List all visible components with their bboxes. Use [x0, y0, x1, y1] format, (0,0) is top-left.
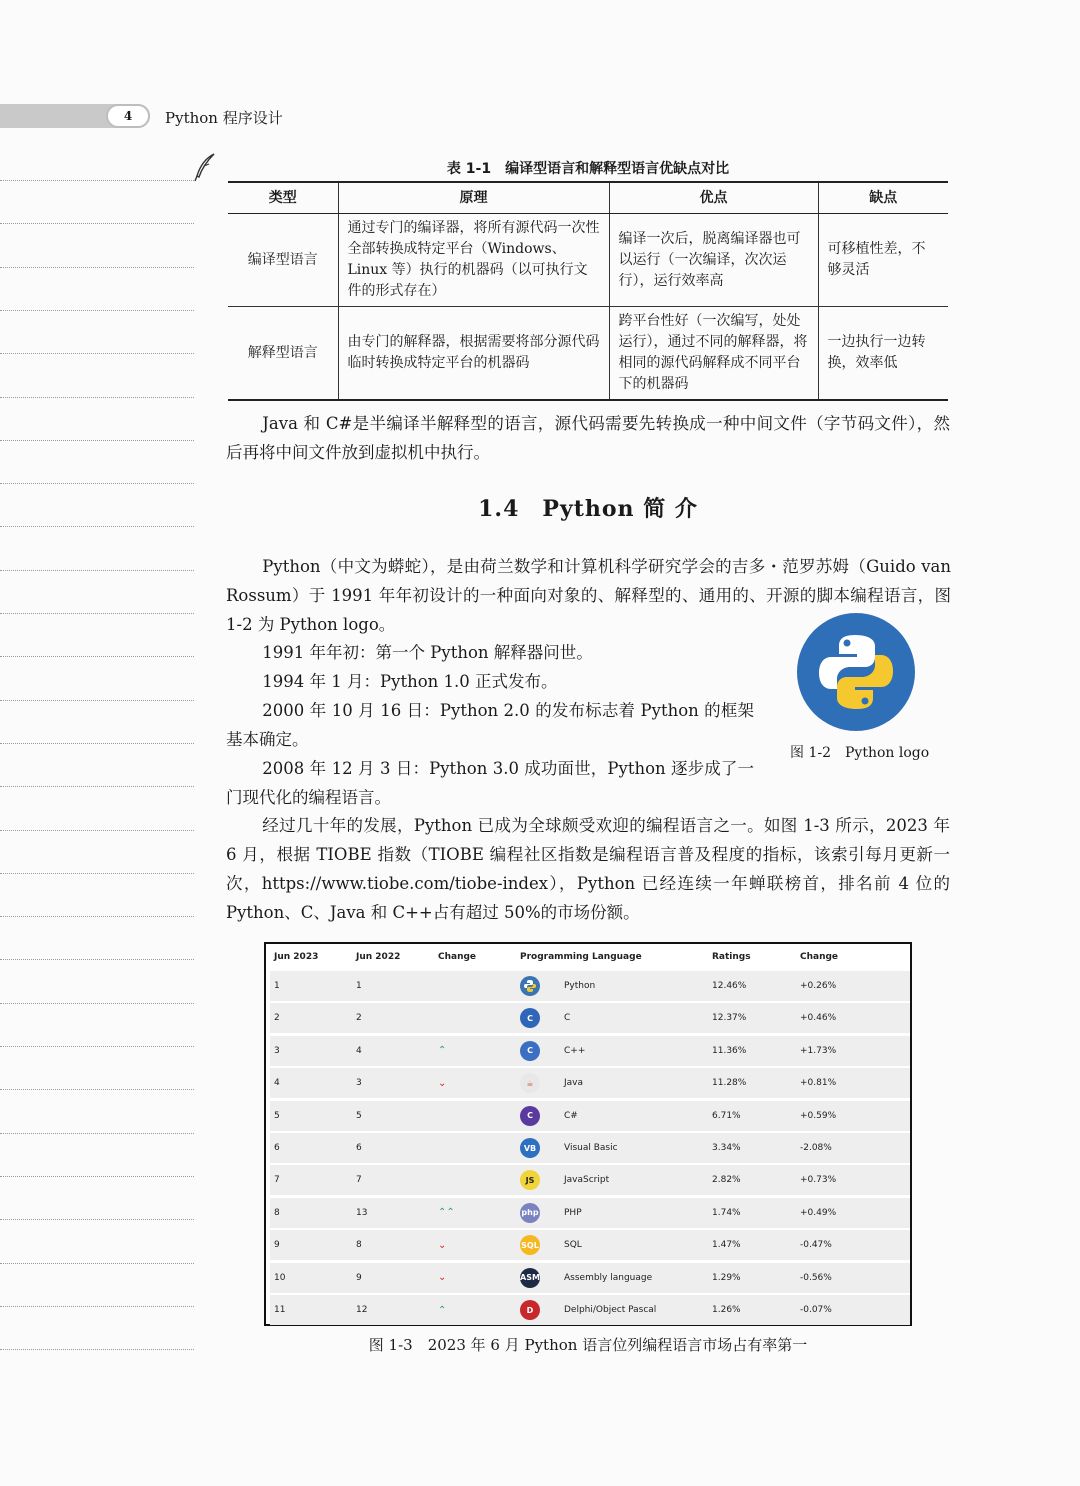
language-icon-cell	[520, 1165, 540, 1195]
rank-up-icon: ⌃	[438, 1045, 447, 1057]
note-line	[0, 873, 194, 874]
header-ratings: Ratings	[712, 952, 751, 962]
note-line	[0, 1349, 194, 1350]
header-jun-2023: Jun 2023	[274, 952, 319, 962]
java-paragraph	[226, 409, 950, 467]
note-line	[0, 440, 194, 441]
rank-2022: 9	[356, 1272, 362, 1283]
note-line	[0, 959, 194, 960]
logo-caption: 图 1-2 Python logo	[790, 745, 930, 761]
note-line	[0, 570, 194, 571]
rank-2023: 3	[274, 1045, 280, 1056]
language-name: Visual Basic	[564, 1143, 618, 1153]
rating-change: +0.49%	[800, 1207, 837, 1218]
type-cell: 编译型语言	[228, 214, 338, 307]
rank-change	[438, 1230, 446, 1260]
column-header-principle: 原理	[338, 182, 609, 214]
language-icon-cell	[520, 1068, 540, 1098]
pros-cell: 跨平台性好（一次编写，处处运行），通过不同的解释器，将相同的源代码解释成不同平台下的机器码	[609, 307, 818, 401]
note-line	[0, 700, 194, 701]
rank-2022: 1	[356, 981, 362, 991]
paragraph: 经过几十年的发展，Python 已成为全球颇受欢迎的编程语言之一。如图 1-3 所示，2023 年 6 月，根据 TIOBE 指数（TIOBE 编程社区指数是编程语言普及程度的指标，该索引每月更新一次，https://www.tiobe.com/tiobe-index），Python 已经连续一年蝉联榜首，排名前 4 位的 Python、C、Java 和 C++占有超过 50%的市场份额。	[226, 816, 950, 922]
rank-up-icon: ⌃	[438, 1304, 447, 1316]
rating-value: 2.82%	[712, 1175, 741, 1186]
rank-up-double-icon: ⌃⌃	[438, 1207, 455, 1219]
rating-value: 1.74%	[712, 1207, 741, 1218]
rating-value: 12.37%	[712, 1013, 747, 1024]
rating-change: +0.81%	[800, 1078, 837, 1089]
rating-change: +0.73%	[800, 1175, 837, 1186]
cons-cell: 一边执行一边转换，效率低	[818, 307, 948, 401]
principle-cell: 通过专门的编译器，将所有源代码一次性全部转换成特定平台（Windows、Linux 等）执行的机器码（以可执行文件的形式存在）	[338, 214, 609, 307]
rank-change	[438, 1036, 446, 1066]
language-name: C	[564, 1013, 571, 1024]
rank-2022: 5	[356, 1110, 362, 1121]
rank-2023: 11	[274, 1305, 286, 1315]
table-row	[270, 971, 910, 1001]
note-line	[0, 1219, 194, 1220]
python-logo-icon	[797, 613, 915, 731]
note-line	[0, 1133, 194, 1134]
table-row	[270, 1230, 910, 1260]
rating-value: 11.28%	[712, 1078, 747, 1089]
note-line	[0, 1176, 194, 1177]
note-line	[0, 1306, 194, 1307]
note-line	[0, 223, 194, 224]
c-icon: C	[520, 1008, 540, 1028]
rank-2023: 7	[274, 1175, 280, 1186]
note-line	[0, 526, 194, 527]
note-line	[0, 613, 194, 614]
language-name: Python	[564, 981, 596, 991]
delphi-icon: D	[520, 1300, 540, 1320]
language-icon-cell	[520, 1295, 540, 1325]
paragraph: Python（中文为蟒蛇），是由荷兰数学和计算机科学研究学会的吉多・范罗苏姆（Guido van Rossum）于 1991 年年初设计的一种面向对象的、解释型的、通用的、开源的脚本编程语言，图 1-2 为 Python logo。	[226, 557, 951, 634]
paragraph: 2008 年 12 月 3 日：Python 3.0 成功面世，Python 逐步成了一门现代化的编程语言。	[226, 759, 754, 807]
type-cell: 解释型语言	[228, 307, 338, 401]
rating-value: 1.47%	[712, 1240, 741, 1251]
note-line	[0, 786, 194, 787]
language-icon-cell	[520, 971, 540, 1001]
running-title: Python 程序设计	[165, 109, 283, 127]
rank-2022: 3	[356, 1078, 362, 1089]
table-row	[270, 1295, 910, 1325]
table-row	[270, 1068, 910, 1098]
rank-2022: 2	[356, 1013, 362, 1024]
language-icon-cell	[520, 1133, 540, 1163]
rank-2022: 13	[356, 1207, 368, 1218]
rank-change	[438, 1295, 446, 1325]
paragraph: Java 和 C#是半编译半解释型的语言，源代码需要先转换成一种中间文件（字节码文件），然后再将中间文件放到虚拟机中执行。	[226, 414, 950, 462]
sql-icon: SQL	[520, 1235, 540, 1255]
rating-value: 3.34%	[712, 1143, 741, 1153]
java-icon: ☕	[520, 1073, 540, 1093]
page-number: 4	[106, 104, 150, 128]
rank-2022: 8	[356, 1240, 362, 1251]
rating-value: 12.46%	[712, 981, 747, 991]
header-language: Programming Language	[520, 952, 642, 962]
header-rating-change: Change	[800, 952, 839, 962]
rating-value: 1.26%	[712, 1305, 741, 1315]
table-row	[270, 1133, 910, 1163]
rank-change	[438, 1263, 446, 1293]
table-row	[270, 1003, 910, 1033]
note-line	[0, 830, 194, 831]
note-line	[0, 180, 194, 181]
note-line	[0, 483, 194, 484]
rank-2022: 6	[356, 1143, 362, 1153]
rank-2022: 12	[356, 1305, 368, 1315]
note-line	[0, 916, 194, 917]
language-icon-cell	[520, 1263, 540, 1293]
table-row	[270, 1263, 910, 1293]
column-header-type: 类型	[228, 182, 338, 214]
rank-2022: 7	[356, 1175, 362, 1186]
vb-icon: VB	[520, 1138, 540, 1158]
table-row	[270, 1036, 910, 1066]
language-name: PHP	[564, 1207, 582, 1218]
tiobe-paragraph	[226, 811, 950, 927]
rank-change	[438, 1198, 455, 1228]
header-change: Change	[438, 952, 477, 962]
rating-value: 6.71%	[712, 1110, 741, 1121]
rating-change: +0.26%	[800, 981, 837, 991]
note-line	[0, 353, 194, 354]
paragraph: 1994 年 1 月：Python 1.0 正式发布。	[262, 672, 558, 691]
rank-down-icon: ⌄	[438, 1239, 447, 1251]
table-row	[228, 214, 948, 307]
asm-icon: ASM	[520, 1268, 540, 1288]
language-name: C#	[564, 1110, 578, 1121]
rating-change: +1.73%	[800, 1045, 837, 1056]
rank-down-icon: ⌄	[438, 1272, 447, 1284]
table-caption: 表 1-1 编译型语言和解释型语言优缺点对比	[446, 161, 730, 177]
rank-2022: 4	[356, 1045, 362, 1056]
language-icon-cell	[520, 1036, 540, 1066]
note-line	[0, 1089, 194, 1090]
js-icon: JS	[520, 1170, 540, 1190]
rank-2023: 8	[274, 1207, 280, 1218]
rating-value: 1.29%	[712, 1272, 741, 1283]
language-name: JavaScript	[564, 1175, 610, 1186]
column-header-pros: 优点	[609, 182, 818, 214]
rating-change: -0.47%	[800, 1240, 832, 1251]
language-icon-cell	[520, 1230, 540, 1260]
table-row	[270, 1101, 910, 1131]
note-line	[0, 1003, 194, 1004]
note-line	[0, 397, 194, 398]
margin-note-lines	[0, 180, 194, 1360]
language-name: Java	[564, 1078, 584, 1089]
column-header-cons: 缺点	[818, 182, 948, 214]
cpp-icon: C	[520, 1041, 540, 1061]
rank-2023: 6	[274, 1143, 280, 1153]
note-line	[0, 310, 194, 311]
comparison-table	[228, 181, 948, 401]
table-row	[270, 1165, 910, 1195]
history-paragraphs	[226, 638, 754, 812]
rank-2023: 5	[274, 1110, 280, 1121]
language-name: Assembly language	[564, 1272, 653, 1283]
table-row	[270, 1198, 910, 1228]
note-line	[0, 656, 194, 657]
quill-pen-icon	[192, 152, 218, 182]
rating-change: -0.07%	[800, 1305, 832, 1315]
language-name: C++	[564, 1045, 586, 1056]
paragraph: 2000 年 10 月 16 日：Python 2.0 的发布标志着 Python 的框架基本确定。	[226, 701, 754, 749]
rating-change: -0.56%	[800, 1272, 832, 1283]
rating-change: -2.08%	[800, 1143, 832, 1153]
rating-value: 11.36%	[712, 1045, 747, 1056]
table-row	[228, 307, 948, 401]
note-line	[0, 1046, 194, 1047]
rank-2023: 9	[274, 1240, 280, 1251]
language-name: SQL	[564, 1240, 582, 1251]
note-line	[0, 267, 194, 268]
header-jun-2022: Jun 2022	[356, 952, 401, 962]
rating-change: +0.59%	[800, 1110, 837, 1121]
rank-2023: 2	[274, 1013, 280, 1024]
cons-cell: 可移植性差，不够灵活	[818, 214, 948, 307]
language-icon-cell	[520, 1003, 540, 1033]
note-line	[0, 1263, 194, 1264]
paragraph: 1991 年年初：第一个 Python 解释器问世。	[262, 643, 593, 662]
php-icon: php	[520, 1203, 540, 1223]
rank-2023: 10	[274, 1272, 286, 1283]
figure-caption: 图 1-3 2023 年 6 月 Python 语言位列编程语言市场占有率第一	[368, 1336, 808, 1354]
principle-cell: 由专门的解释器，根据需要将部分源代码临时转换成特定平台的机器码	[338, 307, 609, 401]
note-line	[0, 743, 194, 744]
language-name: Delphi/Object Pascal	[564, 1305, 657, 1315]
language-icon-cell	[520, 1101, 540, 1131]
python-icon	[520, 976, 540, 996]
rank-down-icon: ⌄	[438, 1077, 447, 1089]
rank-change	[438, 1068, 446, 1098]
pros-cell: 编译一次后，脱离编译器也可以运行（一次编译，次次运行），运行效率高	[609, 214, 818, 307]
rank-2023: 4	[274, 1078, 280, 1089]
csharp-icon: C	[520, 1106, 540, 1126]
section-title: 1.4 Python 简 介	[478, 496, 698, 522]
rank-2023: 1	[274, 981, 280, 991]
rating-change: +0.46%	[800, 1013, 837, 1024]
tiobe-header	[266, 944, 910, 970]
intro-paragraphs	[226, 552, 951, 639]
language-icon-cell	[520, 1198, 540, 1228]
tiobe-ranking-table	[264, 942, 912, 1326]
